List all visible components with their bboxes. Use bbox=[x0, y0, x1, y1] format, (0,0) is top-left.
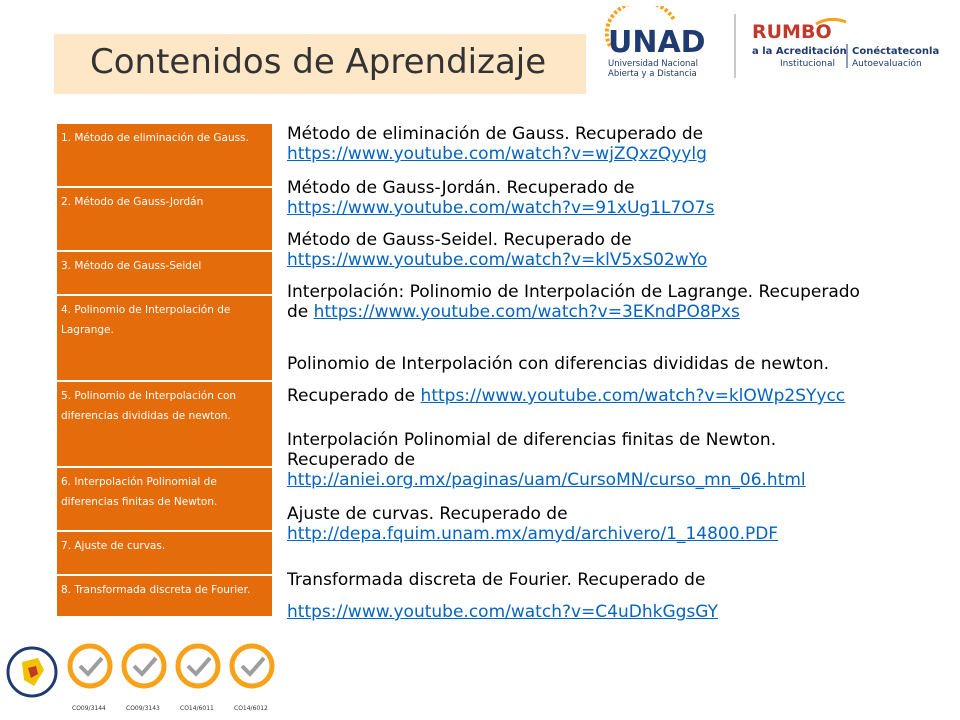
certification-badge-3 bbox=[178, 646, 218, 712]
rumbo-line-3: Conéctateconla bbox=[852, 46, 940, 57]
reference-link[interactable]: https://www.youtube.com/watch?v=C4uDhkGgsGY bbox=[287, 602, 718, 622]
unad-logo bbox=[604, 6, 724, 80]
reference-link[interactable]: https://www.youtube.com/watch?v=wjZQxzQyylg bbox=[287, 144, 707, 164]
reference-text: Interpolación Polinomial de diferencias finitas de Newton. bbox=[287, 430, 777, 450]
title-box bbox=[54, 34, 586, 94]
rumbo-wordmark: RUMBO bbox=[752, 21, 832, 43]
sidebar-item-fourier[interactable]: 8. Transformada discreta de Fourier. bbox=[57, 576, 272, 618]
reference-text: Ajuste de curvas. Recuperado de bbox=[287, 504, 568, 524]
colombia-seal bbox=[8, 648, 56, 696]
reference-text-continued: Recuperado de bbox=[287, 386, 416, 406]
reference-lagrange bbox=[287, 282, 957, 322]
reference-text: Polinomio de Interpolación con diferencias divididas de newton. bbox=[287, 354, 830, 374]
sidebar-item-gauss-seidel[interactable]: 3. Método de Gauss-Seidel bbox=[57, 252, 272, 296]
reference-text: Método de eliminación de Gauss. Recuperado de bbox=[287, 124, 704, 144]
unad-subtitle-1: Universidad Nacional bbox=[608, 59, 698, 69]
badge-code: CO09/3144 bbox=[72, 705, 106, 712]
reference-newton-finitas bbox=[287, 430, 957, 490]
badge-code: CO09/3143 bbox=[126, 705, 160, 712]
reference-link[interactable]: https://www.youtube.com/watch?v=91xUg1L7O7s bbox=[287, 198, 715, 218]
reference-gauss-seidel bbox=[287, 230, 957, 270]
logo-divider bbox=[734, 14, 736, 78]
reference-text-continued: de bbox=[287, 302, 309, 322]
sidebar-item-newton-divididas[interactable]: 5. Polinomio de Interpolación con diferencias divididas de newton. bbox=[57, 382, 272, 468]
page-title: Contenidos de Aprendizaje bbox=[90, 42, 547, 82]
reference-text: Método de Gauss-Seidel. Recuperado de bbox=[287, 230, 632, 250]
reference-text: Transformada discreta de Fourier. Recuperado de bbox=[287, 570, 706, 590]
reference-link[interactable]: https://www.youtube.com/watch?v=klV5xS02wYo bbox=[287, 250, 708, 270]
sidebar-item-newton-finitas[interactable]: 6. Interpolación Polinomial de diferencias finitas de Newton. bbox=[57, 468, 272, 532]
reference-newton-divididas bbox=[287, 348, 957, 412]
reference-text: Interpolación: Polinomio de Interpolación de Lagrange. Recuperado bbox=[287, 282, 860, 302]
unad-wordmark: UNAD bbox=[608, 25, 706, 60]
reference-gauss-jordan bbox=[287, 178, 957, 218]
rumbo-logo bbox=[750, 14, 950, 78]
reference-gauss bbox=[287, 124, 957, 164]
sidebar-item-gauss-jordan[interactable]: 2. Método de Gauss-Jordán bbox=[57, 188, 272, 252]
sidebar-item-gauss[interactable]: 1. Método de eliminación de Gauss. bbox=[57, 124, 272, 188]
sidebar-item-ajuste-curvas[interactable]: 7. Ajuste de curvas. bbox=[57, 532, 272, 576]
unad-subtitle-2: Abierta y a Distancia bbox=[608, 69, 697, 79]
certification-logos bbox=[4, 640, 284, 720]
certification-badge-1 bbox=[70, 646, 110, 712]
reference-link[interactable]: https://www.youtube.com/watch?v=klOWp2SYycc bbox=[420, 386, 846, 406]
reference-link[interactable]: http://depa.fquim.unam.mx/amyd/archivero/1_14800.PDF bbox=[287, 524, 779, 544]
reference-text-continued: Recuperado de bbox=[287, 450, 416, 470]
sidebar-item-lagrange[interactable]: 4. Polinomio de Interpolación de Lagrange. bbox=[57, 296, 272, 382]
reference-ajuste-curvas bbox=[287, 504, 957, 544]
rumbo-line-2: Institucional bbox=[780, 59, 835, 69]
reference-link[interactable]: http://aniei.org.mx/paginas/uam/CursoMN/curso_mn_06.html bbox=[287, 470, 806, 490]
certification-badge-2 bbox=[124, 646, 164, 712]
badge-code: CO14/6011 bbox=[180, 705, 214, 712]
badge-code: CO14/6012 bbox=[234, 705, 268, 712]
certification-badge-4 bbox=[232, 646, 272, 712]
reference-fourier bbox=[287, 564, 957, 628]
rumbo-line-1: a la Acreditación bbox=[752, 46, 847, 57]
rumbo-line-4: Autoevaluación bbox=[852, 59, 922, 69]
reference-text: Método de Gauss-Jordán. Recuperado de bbox=[287, 178, 635, 198]
reference-link[interactable]: https://www.youtube.com/watch?v=3EKndPO8Pxs bbox=[313, 302, 740, 322]
